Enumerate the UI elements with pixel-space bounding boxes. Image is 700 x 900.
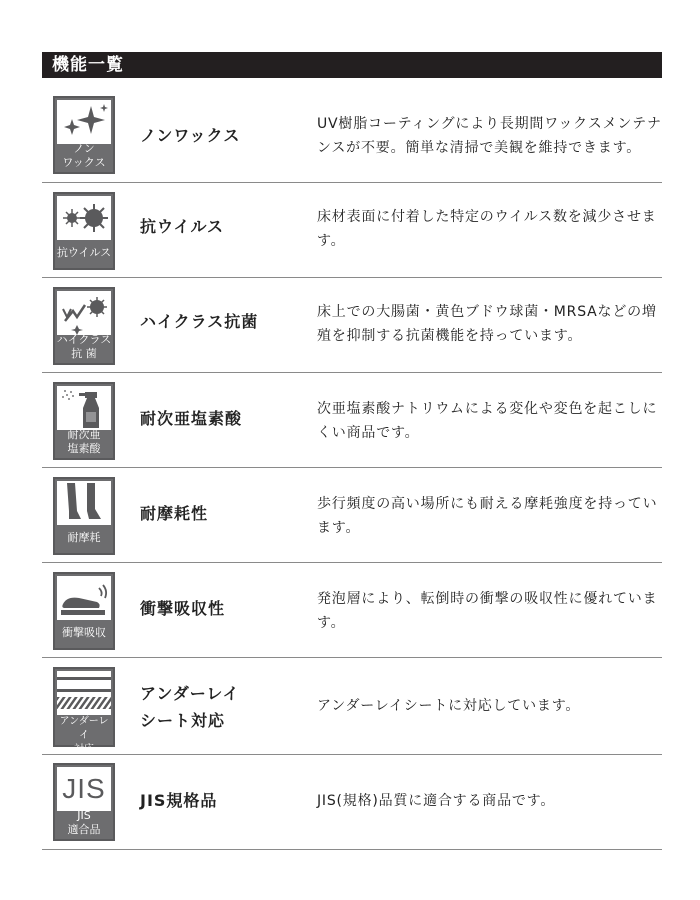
icon-label: ノン ワックス bbox=[62, 142, 106, 169]
feature-row-hypochlorous bbox=[42, 373, 662, 468]
feature-description: 床上での大腸菌・黄色ブドウ球菌・MRSAなどの増殖を抑制する抗菌機能を持っています。 bbox=[317, 304, 657, 344]
feature-name: 耐次亜塩素酸 bbox=[140, 409, 243, 428]
feature-row-antivirus bbox=[42, 183, 662, 278]
feature-row-underlay bbox=[42, 658, 662, 755]
shoe-impact-icon bbox=[53, 572, 115, 650]
icon-label: 耐次亜 塩素酸 bbox=[67, 428, 101, 455]
feature-row-jis bbox=[42, 755, 662, 850]
section-title: 機能一覧 bbox=[52, 55, 124, 75]
icon-label: アンダーレイ 対応 bbox=[59, 716, 109, 755]
jis-mark-icon bbox=[53, 763, 115, 841]
section-header bbox=[42, 52, 662, 78]
icon-label: ハイクラス 抗 菌 bbox=[56, 333, 112, 360]
sparkle-icon bbox=[53, 96, 115, 174]
antibacterial-icon bbox=[53, 287, 115, 365]
icon-label: JIS 適合品 bbox=[67, 809, 101, 836]
feature-description: アンダーレイシートに対応しています。 bbox=[317, 698, 581, 714]
feature-row-antibacterial bbox=[42, 278, 662, 373]
virus-icon bbox=[53, 192, 115, 270]
legs-icon bbox=[53, 477, 115, 555]
feature-name: 耐摩耗性 bbox=[140, 504, 209, 523]
feature-description: 床材表面に付着した特定のウイルス数を減少させます。 bbox=[317, 209, 657, 249]
feature-list bbox=[42, 88, 662, 850]
feature-description: JIS(規格)品質に適合する商品です。 bbox=[317, 793, 556, 809]
feature-row-nonwax bbox=[42, 88, 662, 183]
feature-name: 抗ウイルス bbox=[140, 217, 225, 236]
feature-name: ハイクラス抗菌 bbox=[140, 312, 259, 331]
feature-description: 歩行頻度の高い場所にも耐える摩耗強度を持っています。 bbox=[317, 496, 658, 536]
icon-label: 衝撃吸収 bbox=[62, 626, 106, 639]
feature-name: ノンワックス bbox=[140, 126, 241, 145]
feature-description: 次亜塩素酸ナトリウムによる変化や変色を起こしにくい商品です。 bbox=[317, 401, 658, 441]
feature-name: アンダーレイ シート対応 bbox=[140, 684, 240, 730]
feature-description: UV樹脂コーティングにより長期間ワックスメンテナンスが不要。簡単な清掃で美観を維持できます。 bbox=[317, 116, 662, 156]
feature-name: JIS規格品 bbox=[140, 791, 218, 810]
icon-label: 抗ウイルス bbox=[56, 246, 112, 259]
jis-mark-text: JIS bbox=[62, 773, 106, 804]
icon-label: 耐摩耗 bbox=[67, 531, 101, 544]
feature-row-shock-absorption bbox=[42, 563, 662, 658]
spray-bottle-icon bbox=[53, 382, 115, 460]
feature-row-wear-resistance bbox=[42, 468, 662, 563]
feature-description: 発泡層により、転倒時の衝撃の吸収性に優れています。 bbox=[317, 591, 658, 631]
feature-name: 衝撃吸収性 bbox=[140, 599, 226, 618]
underlay-icon bbox=[53, 667, 115, 755]
